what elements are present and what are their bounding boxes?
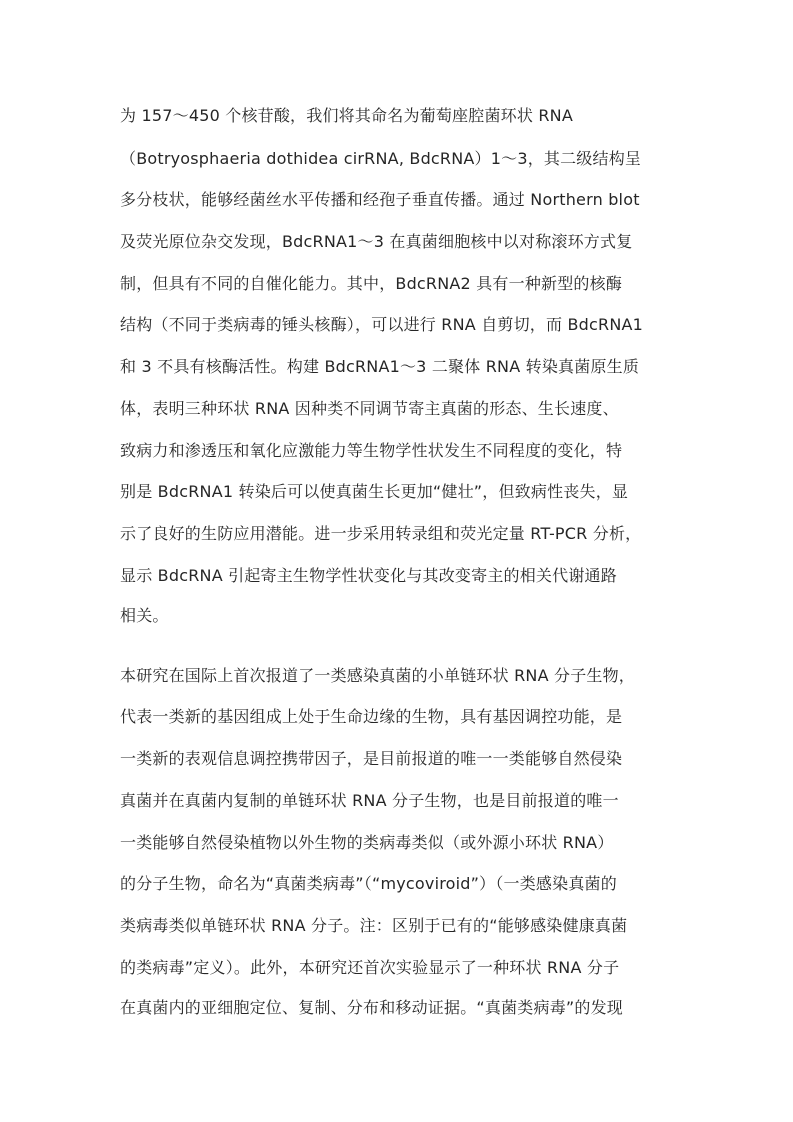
text-line: 为 157～450 个核苷酸，我们将其命名为葡萄座腔菌环状 RNA [120, 106, 573, 125]
text-line: 真菌并在真菌内复制的单链环状 RNA 分子生物，也是目前报道的唯一 [120, 791, 619, 810]
text-line: 一类能够自然侵染植物以外生物的类病毒类似（或外源小环状 RNA） [120, 833, 614, 852]
text-line: 结构（不同于类病毒的锤头核酶），可以进行 RNA 自剪切，而 BdcRNA1 [120, 315, 644, 334]
text-line: 的分子生物，命名为“真菌类病毒”（“mycoviroid”）（一类感染真菌的 [120, 874, 617, 893]
text-line: 代表一类新的基因组成上处于生命边缘的生物，具有基因调控功能，是 [120, 707, 623, 726]
text-line: 显示 BdcRNA 引起寄主生物学性状变化与其改变寄主的相关代谢通路 [120, 566, 617, 585]
text-line: 多分枝状，能够经菌丝水平传播和经孢子垂直传播。通过 Northern blot [120, 190, 640, 209]
text-line: （Botryosphaeria dothidea cirRNA, BdcRNA）1～3，其二级结构呈 [120, 149, 642, 168]
text-line: 别是 BdcRNA1 转染后可以使真菌生长更加“健壮”，但致病性丧失，显 [120, 482, 629, 501]
text-line: 的类病毒”定义）。此外，本研究还首次实验显示了一种环状 RNA 分子 [120, 958, 620, 977]
text-line: 和 3 不具有核酶活性。构建 BdcRNA1～3 二聚体 RNA 转染真菌原生质 [120, 357, 640, 376]
text-line: 及荧光原位杂交发现，BdcRNA1～3 在真菌细胞核中以对称滚环方式复 [120, 232, 633, 251]
text-line: 制，但具有不同的自催化能力。其中，BdcRNA2 具有一种新型的核酶 [120, 274, 623, 293]
text-line: 致病力和渗透压和氧化应激能力等生物学性状发生不同程度的变化，特 [120, 441, 623, 460]
text-line: 相关。 [120, 606, 169, 625]
text-line: 体，表明三种环状 RNA 因种类不同调节寄主真菌的形态、生长速度、 [120, 399, 619, 418]
text-line: 本研究在国际上首次报道了一类感染真菌的小单链环状 RNA 分子生物， [120, 666, 636, 685]
text-line: 在真菌内的亚细胞定位、复制、分布和移动证据。“真菌类病毒”的发现 [120, 998, 623, 1017]
text-line: 示了良好的生防应用潜能。进一步采用转录组和荧光定量 RT-PCR 分析， [120, 524, 642, 543]
text-line: 一类新的表观信息调控携带因子，是目前报道的唯一一类能够自然侵染 [120, 749, 623, 768]
text-line: 类病毒类似单链环状 RNA 分子。注：区别于已有的“能够感染健康真菌 [120, 916, 628, 935]
